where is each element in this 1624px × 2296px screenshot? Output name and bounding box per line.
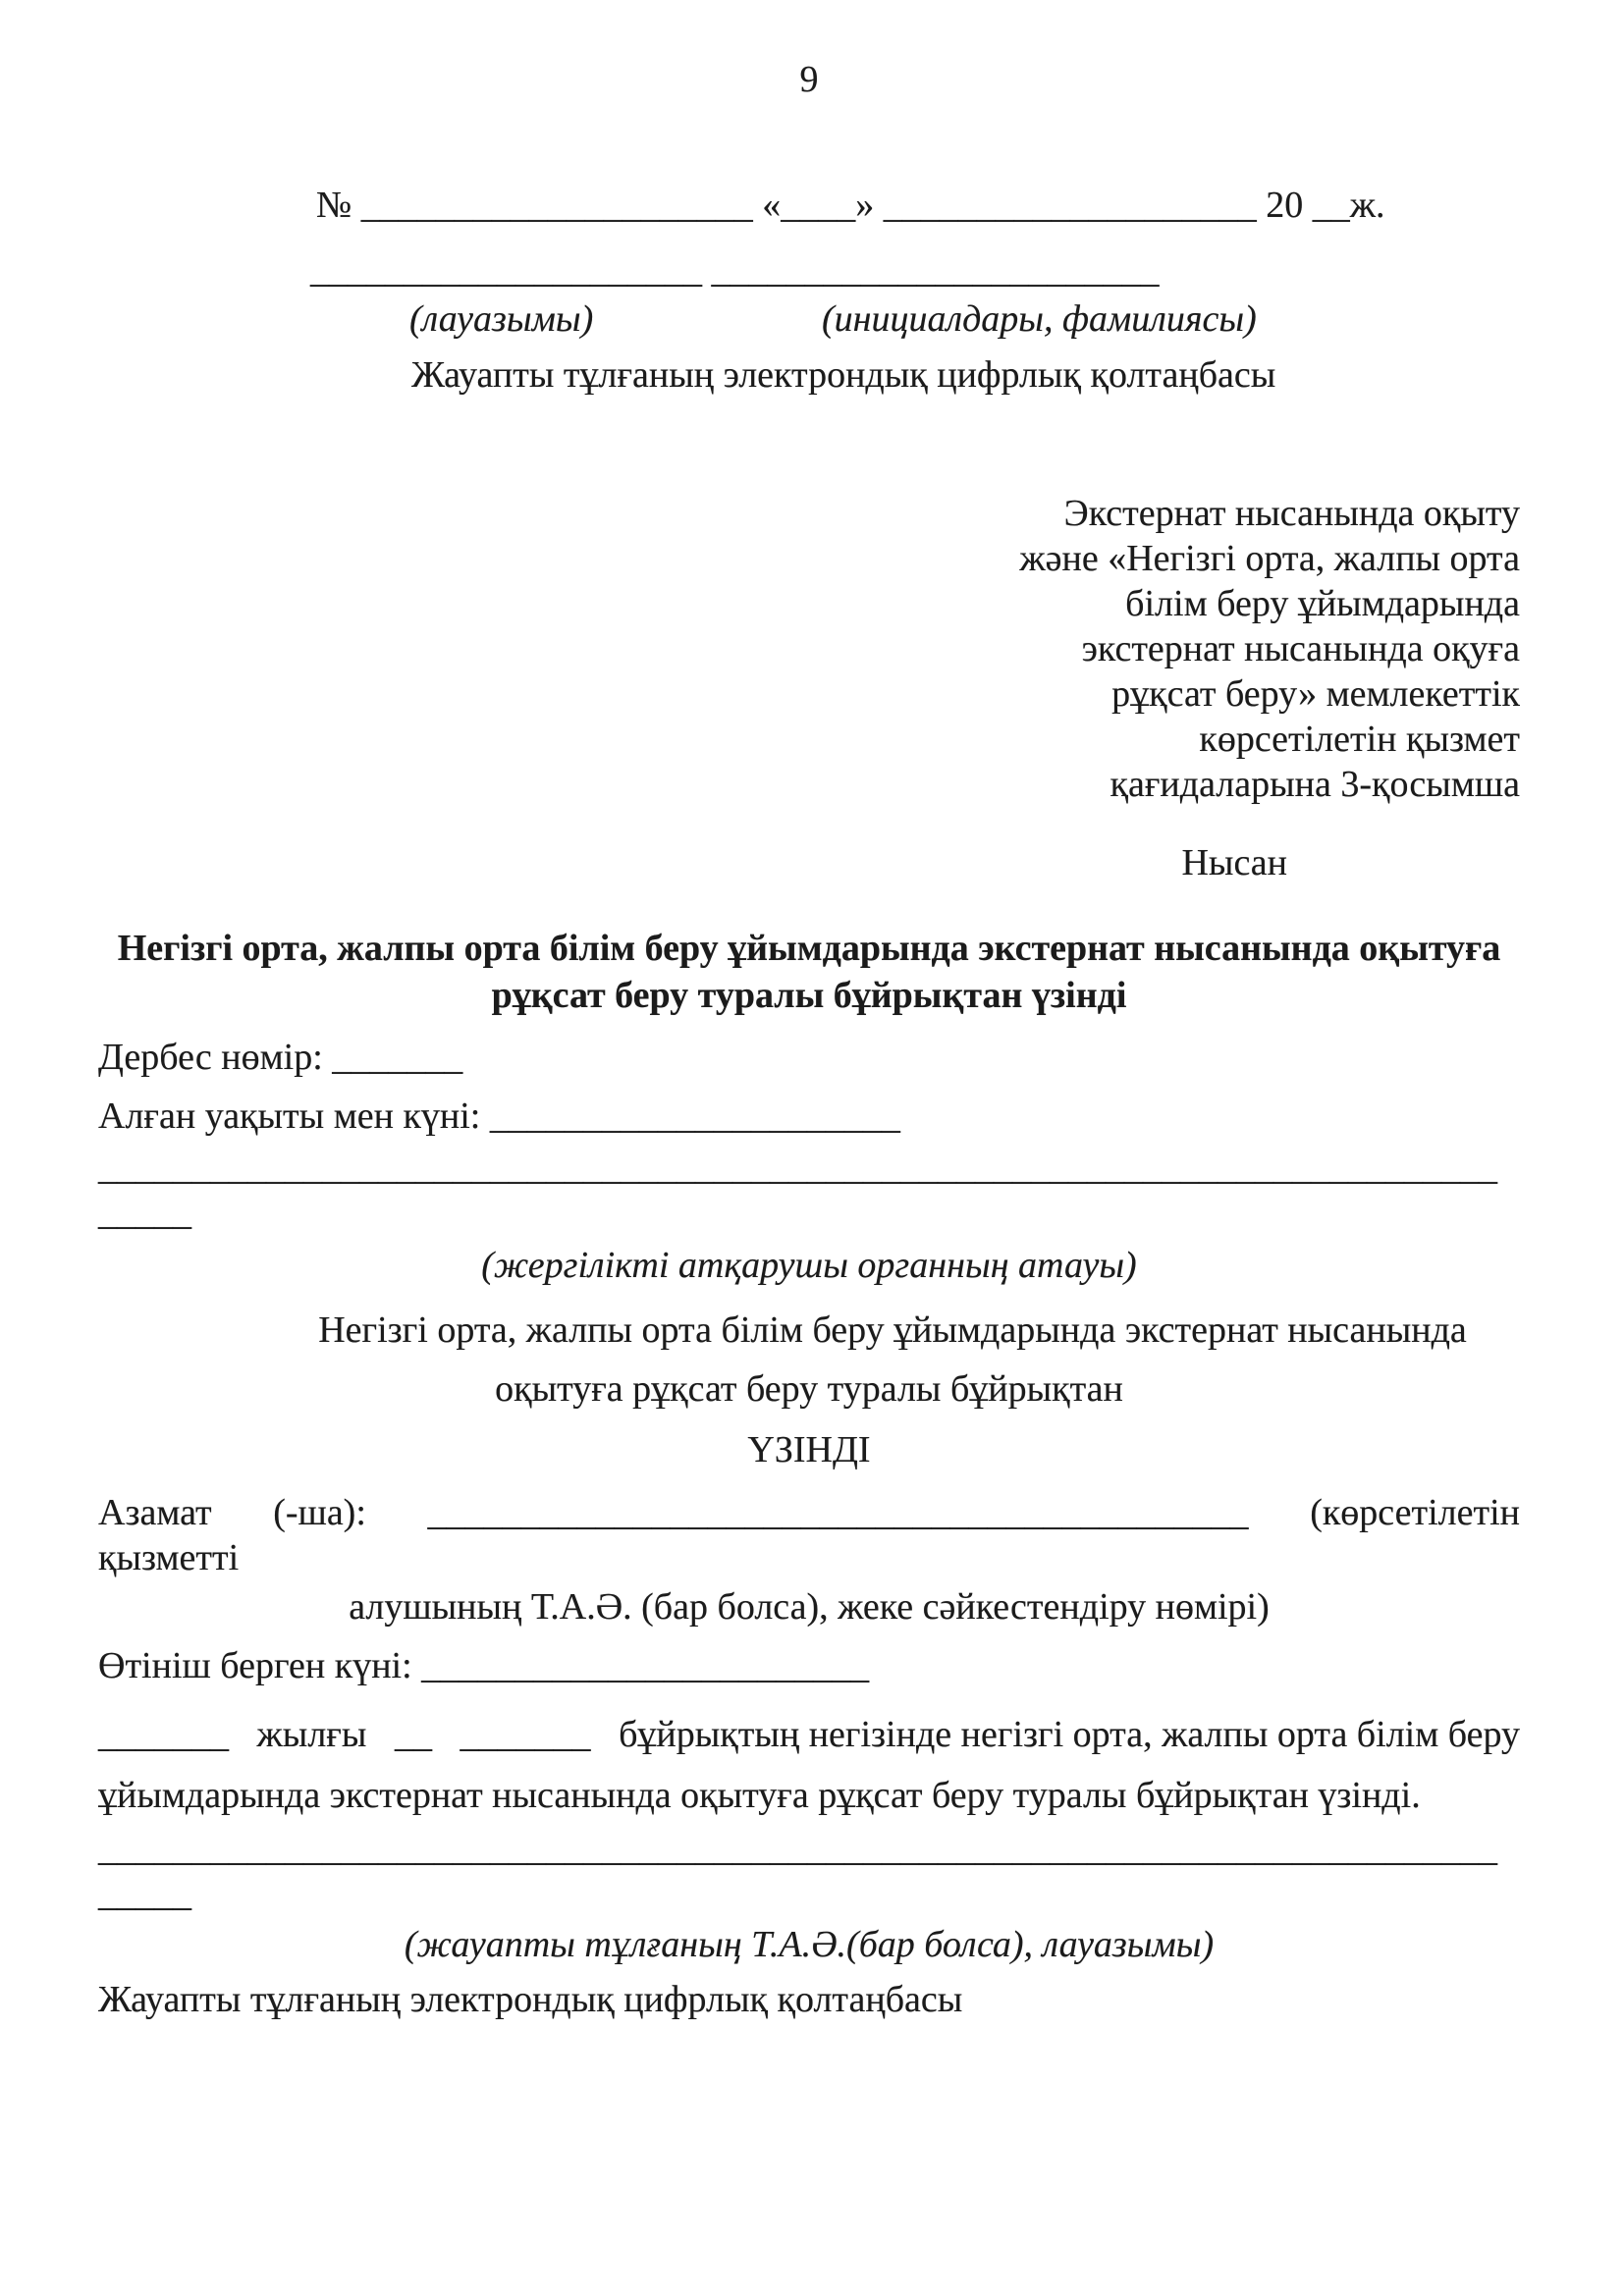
order-basis-line2: ұйымдарында экстернат нысанында оқытуға рұқсат беру туралы бұйрықтан үзінді.: [98, 1775, 1421, 1816]
authority-blank-lines: [98, 1145, 1520, 1235]
responsible-person-label: (жауапты тұлғаның Т.А.Ә.(бар болса), лауазымы): [404, 1924, 1215, 1965]
order-basis-text: бұйрықтың негізінде негізгі орта, жалпы орта білім беру: [619, 1714, 1520, 1755]
recipient-note: алушының Т.А.Ә. (бар болса), жеке сәйкестендіру нөмірі): [349, 1586, 1270, 1628]
appendix-block: [98, 491, 1520, 807]
citizen-paragraph: [98, 1490, 1520, 1580]
document-title-line1: Негізгі орта, жалпы орта білім беру ұйымдарында экстернат нысанында оқытуға: [117, 928, 1501, 969]
citizen-sha: (-ша):: [273, 1492, 366, 1533]
order-number-blank: _______: [460, 1714, 591, 1755]
excerpt-label: ҮЗІНДІ: [747, 1429, 871, 1470]
signature-blank-line: _____________________ ________________________: [310, 249, 1160, 291]
blank-line-long: ___________________________________________________________________________: [98, 1147, 1497, 1188]
order-zhylgy: жылғы: [256, 1714, 367, 1755]
esign-caption-bottom: Жауапты тұлғаның электрондық цифрлық қолтаңбасы: [98, 1979, 963, 2020]
appendix-line: білім беру ұйымдарында: [1125, 583, 1520, 624]
order-year-blank: _______: [98, 1714, 229, 1755]
appendix-line: рұқсат беру» мемлекеттік: [1111, 673, 1520, 715]
order-number-date-line: № _____________________ «____» ____________________ 20 __ж.: [316, 185, 1385, 226]
citizen-name-blank: ____________________________________________: [427, 1492, 1249, 1533]
order-day-blank: __: [394, 1714, 432, 1755]
responsible-blank-lines: [98, 1826, 1520, 1916]
order-basis-paragraph: [98, 1704, 1520, 1826]
appendix-line: көрсетілетін қызмет: [1199, 719, 1520, 760]
citizen-korsetiletin: (көрсетілетін: [1310, 1492, 1520, 1533]
initials-label: (инициалдары, фамилиясы): [822, 298, 1257, 340]
citizen-line: [98, 1490, 1520, 1535]
appendix-line: және «Негізгі орта, жалпы орта: [1019, 538, 1520, 579]
blank-line-short: _____: [98, 1873, 191, 1914]
esign-caption-top: Жауапты тұлғаның электрондық цифрлық қолтаңбасы: [411, 354, 1276, 396]
document-title: [98, 925, 1520, 1019]
page-number: 9: [799, 59, 819, 100]
document-title-line2: рұқсат беру туралы бұйрықтан үзінді: [491, 975, 1127, 1016]
position-label: (лауазымы): [409, 298, 594, 340]
received-datetime-field: Алған уақыты мен күні: ______________________: [98, 1095, 900, 1137]
appendix-line: қағидаларына 3-қосымша: [1110, 764, 1520, 805]
order-basis-line1: [98, 1704, 1520, 1765]
local-authority-label: (жергілікті атқарушы органның атауы): [481, 1245, 1137, 1286]
blank-line-long: ___________________________________________________________________________: [98, 1828, 1497, 1869]
signature-labels-row: [98, 296, 1520, 344]
citizen-word: Азамат: [98, 1492, 212, 1533]
blank-line-short: _____: [98, 1192, 191, 1233]
citizen-kyzmetti: қызметті: [98, 1537, 240, 1578]
subtitle-line1: Негізгі орта, жалпы орта білім беру ұйымдарында экстернат нысанында: [318, 1309, 1467, 1351]
subtitle-line2: оқытуға рұқсат беру туралы бұйрықтан: [495, 1368, 1123, 1410]
appendix-line: Экстернат нысанында оқыту: [1063, 493, 1520, 534]
application-date-field: Өтініш берген күні: ________________________: [98, 1645, 870, 1686]
form-label: Нысан: [1181, 842, 1287, 883]
appendix-line: экстернат нысанында оқуға: [1081, 628, 1520, 669]
personal-number-field: Дербес нөмір: _______: [98, 1037, 463, 1078]
